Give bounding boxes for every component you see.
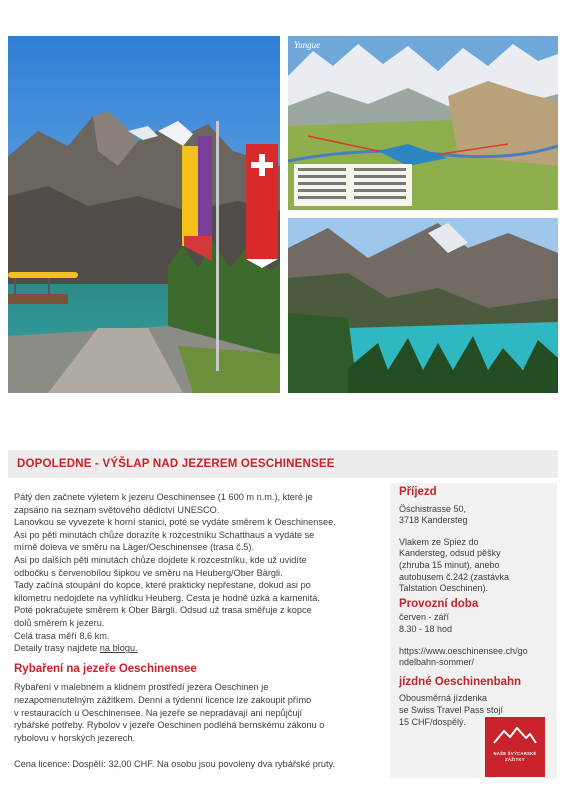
- text-line: Asi po pěti minutách chůze dorazíte k rozcestníku Schatthaus a vydáte se: [14, 529, 315, 540]
- text-line: mírně doleva ve směru na Läger/Oeschinensee (trasa č.5).: [14, 542, 255, 553]
- logo-line-1: NAŠE ŠVÝCARSKÉ: [493, 751, 537, 756]
- text-line: zapsáno na seznam světového dědictví UNESCO.: [14, 504, 220, 515]
- fishing-heading: Rybaření na jezeře Oeschinensee: [14, 662, 197, 675]
- fare-heading: jízdné Oeschinenbahn: [399, 675, 522, 688]
- transport-line: (zhruba 15 minut), anebo: [399, 559, 500, 570]
- website-url[interactable]: https://www.oeschinensee.ch/go: [399, 645, 528, 656]
- hours-line: červen - září: [399, 612, 450, 623]
- section-header: [8, 450, 558, 478]
- text-line: nezapomenutelným zážitkem. Denní a týdenní licence lze zakoupit přímo: [14, 694, 312, 705]
- detail-line: [14, 642, 384, 655]
- main-text-column: [14, 491, 384, 771]
- text-line: Rybaření v malebném a klidném prostředí jezera Oeschinen je: [14, 682, 269, 693]
- address-line: Öschistrasse 50,: [399, 503, 467, 514]
- hours-heading: Provozní doba: [399, 597, 479, 610]
- text-line: rybolovu v horských jezerech.: [14, 732, 136, 743]
- text-line: Celá trasa měří 8,6 km.: [14, 630, 110, 641]
- arrival-heading: Příjezd: [399, 486, 437, 498]
- hiking-map-image: [288, 36, 558, 210]
- section-title: DOPOLEDNE - VÝŠLAP NAD JEZEREM OESCHINENSEE: [17, 458, 335, 470]
- transport-line: autobusem č.242 (zastávka: [399, 571, 510, 582]
- license-price: Cena licence: Dospělí: 32,00 CHF. Na osobu jsou povoleny dva rybářské pruty.: [14, 759, 336, 770]
- logo-line-2: ZÁŽITKY: [505, 757, 525, 762]
- text-line: v restauracích u Oeschinensee. Na jezeře se nepradávají ani nepůjčují: [14, 707, 303, 718]
- mountain-icon: [493, 725, 537, 745]
- website-url[interactable]: ndelbahn-sommer/: [399, 657, 475, 668]
- text-line: rybářské potřeby. Rybolov v jezeře Oeschinen podléhá bernskému zákonu o: [14, 720, 325, 731]
- hours-line: 8.30 - 18 hod: [399, 623, 453, 634]
- text-line: Lanovkou se vyvezete k horní stanici, poté se vydáte směrem k Oeschinensee.: [14, 517, 336, 528]
- fare-line: Obousměrná jízdenka: [399, 693, 488, 704]
- fare-line: se Swiss Travel Pass stojí: [399, 704, 504, 715]
- detail-prefix: Detaily trasy najdete: [14, 643, 100, 654]
- text-line: Asi po dalších pěti minutách chůze dojdete k rozcestníku, kde už uvidíte: [14, 554, 307, 565]
- text-line: odbočku s červenobílou šipkou ve směru na Heuberg/Ober Bärgli.: [14, 567, 283, 578]
- lake-forest-photo: [288, 218, 558, 393]
- text-line: Pátý den začnete výletem k jezeru Oeschinensee (1 600 m n.m.), které je: [14, 492, 313, 502]
- text-line: Poté pokračujete směrem k Ober Bärgli. Odsud už trasa směřuje z kopce: [14, 605, 312, 616]
- address-line: 3718 Kandersteg: [399, 515, 468, 526]
- transport-line: Talstation Oeschinen).: [399, 583, 489, 594]
- blog-link[interactable]: na blogu.: [99, 643, 138, 654]
- transport-line: Kandersteg, odsud pěšky: [399, 548, 501, 559]
- lake-flags-photo: [8, 36, 280, 393]
- brand-logo: [485, 717, 545, 777]
- transport-line: Vlakem ze Spiez do: [399, 536, 479, 547]
- map-brand: Yungue: [294, 40, 321, 50]
- text-line: dolů směrem k jezeru.: [14, 617, 105, 628]
- fare-line: 15 CHF/dospělý.: [399, 716, 467, 727]
- text-line: kilometru nedojdete na vyhlídku Heuberg. Cesta je hodně úzká a kamenitá.: [14, 592, 320, 603]
- text-line: Tady začíná stoupání do kopce, které prakticky nepřestane, dokud asi po: [14, 580, 311, 591]
